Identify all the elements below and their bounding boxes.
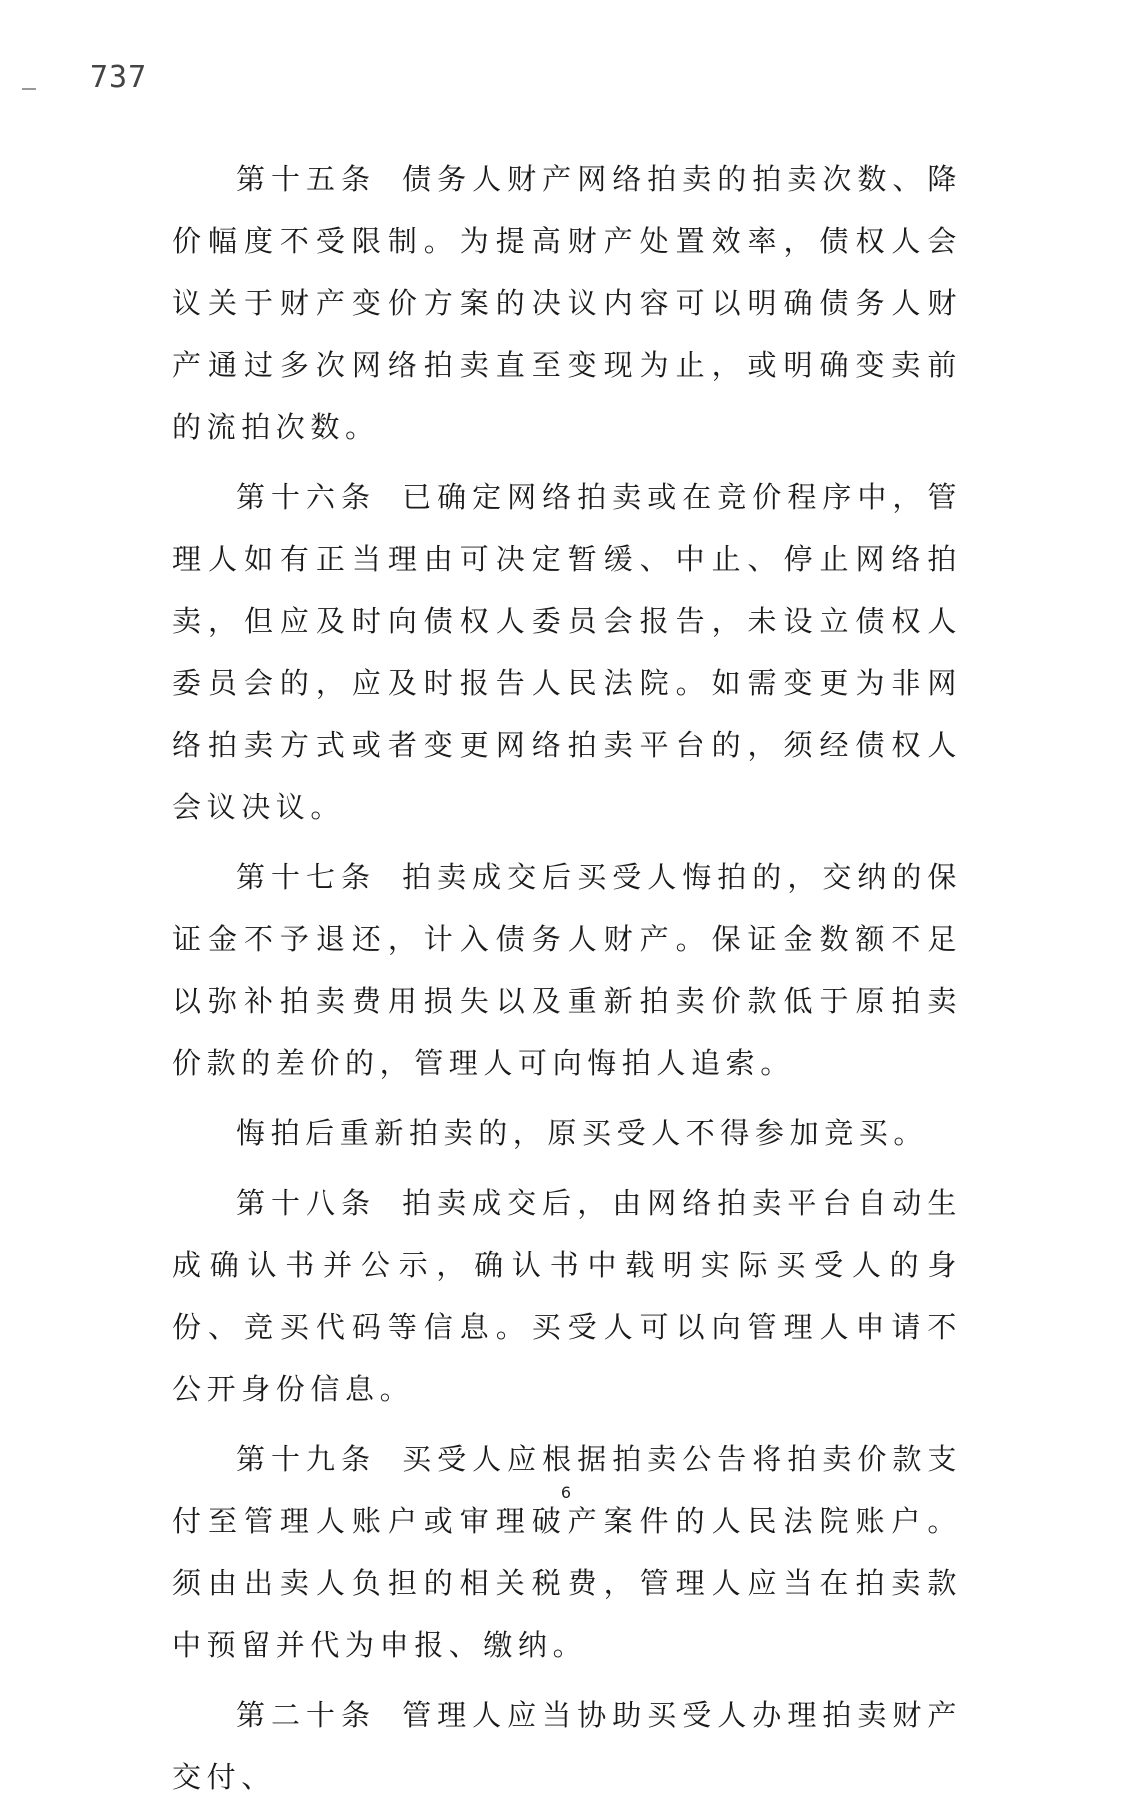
article-number: 第十六条 bbox=[236, 480, 377, 514]
article-text: 已确定网络拍卖或在竞价程序中，管理人如有正当理由可决定暂缓、中止、停止网络拍卖，但应及时向债权人委员会报告，未设立债权人委员会的，应及时报告人民法院。如需变更为非网络拍卖方式或者变更网络拍卖平台的，须经债权人会议决议。 bbox=[172, 480, 962, 824]
article-17-para-2 bbox=[172, 1102, 962, 1164]
article-number: 第十七条 bbox=[236, 860, 377, 894]
page-stamp: 737 bbox=[90, 60, 148, 95]
article-text: 悔拍后重新拍卖的，原买受人不得参加竞买。 bbox=[236, 1116, 929, 1150]
article-text: 管理人应当协助买受人办理拍卖财产交付、 bbox=[172, 1698, 962, 1794]
article-15 bbox=[172, 148, 962, 458]
article-number: 第十九条 bbox=[236, 1442, 377, 1476]
article-text: 债务人财产网络拍卖的拍卖次数、降价幅度不受限制。为提高财产处置效率，债权人会议关于财产变价方案的决议内容可以明确债务人财产通过多次网络拍卖直至变现为止，或明确变卖前的流拍次数。 bbox=[172, 162, 962, 444]
article-18 bbox=[172, 1172, 962, 1420]
article-number: 第十八条 bbox=[236, 1186, 377, 1220]
article-text: 拍卖成交后买受人悔拍的，交纳的保证金不予退还，计入债务人财产。保证金数额不足以弥补拍卖费用损失以及重新拍卖价款低于原拍卖价款的差价的，管理人可向悔拍人追索。 bbox=[172, 860, 962, 1080]
article-number: 第二十条 bbox=[236, 1698, 377, 1732]
article-text: 买受人应根据拍卖公告将拍卖价款支付至管理人账户或审理破产案件的人民法院账户。须由出卖人负担的相关税费，管理人应当在拍卖款中预留并代为申报、缴纳。 bbox=[172, 1442, 962, 1662]
article-16 bbox=[172, 466, 962, 838]
article-17 bbox=[172, 846, 962, 1094]
article-text: 拍卖成交后，由网络拍卖平台自动生成确认书并公示，确认书中载明实际买受人的身份、竞买代码等信息。买受人可以向管理人申请不公开身份信息。 bbox=[172, 1186, 962, 1406]
scan-speck bbox=[22, 88, 36, 90]
document-body bbox=[172, 148, 962, 1816]
article-19 bbox=[172, 1428, 962, 1676]
article-number: 第十五条 bbox=[236, 162, 377, 196]
page-number: 6 bbox=[560, 1483, 572, 1502]
article-20 bbox=[172, 1684, 962, 1808]
